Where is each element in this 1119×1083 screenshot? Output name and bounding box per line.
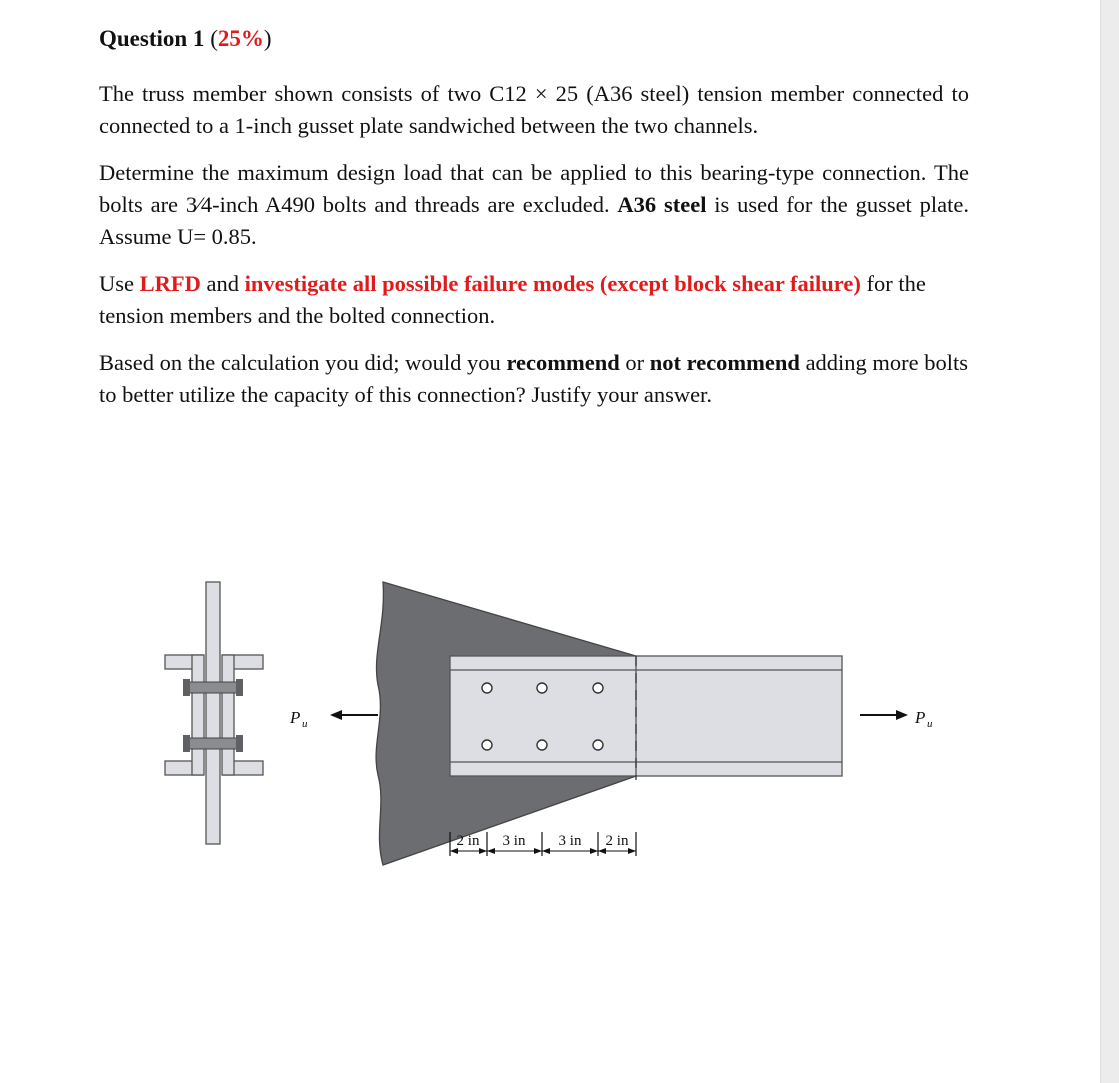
cross-section-view [165, 582, 263, 844]
task-text-1: Determine the maximum design load that can be applied to this bearing-type connection. The bolts are 3⁄4-inch A490 bolts and threads are excluded. [99, 160, 969, 217]
dim-arrow [479, 848, 487, 854]
bolt-head-top-left [183, 679, 190, 696]
question-content [99, 24, 969, 426]
bolt-hole-1 [482, 683, 492, 693]
load-label-right: P [915, 708, 926, 727]
dim-arrow [628, 848, 636, 854]
recommend-bold: recommend [506, 350, 620, 375]
bolt-head-bottom-right [236, 735, 243, 752]
paragraph-task [99, 157, 969, 253]
load-arrow-left [289, 708, 378, 730]
weight-close: ) [263, 26, 272, 51]
dim-arrow [487, 848, 495, 854]
load-subscript-left: u [302, 718, 308, 730]
bolt-hole-2 [537, 683, 547, 693]
paragraph-recommend [99, 347, 969, 411]
truss-connection-figure [150, 575, 950, 875]
bolt-hole-6 [593, 740, 603, 750]
connection-diagram [150, 575, 950, 875]
method-text-2: and [200, 271, 245, 296]
recommend-text-1: Based on the calculation you did; would you [99, 350, 507, 375]
arrow-head-left [330, 710, 342, 720]
dim-arrow [542, 848, 550, 854]
bolt-shank-top [186, 682, 240, 693]
load-arrow-right [860, 708, 933, 730]
question-title: Question 1 [99, 26, 205, 51]
bolt-shank-bottom [186, 738, 240, 749]
bolt-hole-3 [593, 683, 603, 693]
paragraph-method [99, 268, 969, 332]
task-text-2: is used for the gusset plate. Assume U= 0.85. [99, 192, 969, 249]
question-weight: 25% [217, 26, 264, 51]
question-heading [99, 24, 969, 54]
bolt-hole-4 [482, 740, 492, 750]
method-text-1: Use [99, 271, 140, 296]
channel-web-right [222, 655, 234, 775]
description-text: The truss member shown consists of two C12 × 25 (A36 steel) tension member connected to connected to a 1-inch gusset plate sandwiched between the two channels. [99, 81, 969, 138]
load-label-left: P [290, 708, 301, 727]
gusset-plate-section [206, 582, 220, 844]
weight-open: ( [210, 26, 218, 51]
dim-label-2: 3 in [502, 833, 526, 849]
dim-label-1: 2 in [456, 833, 480, 849]
task-bold-steel: A36 steel [617, 192, 707, 217]
paragraph-description [99, 78, 969, 142]
bolt-head-top-right [236, 679, 243, 696]
channel-body [450, 656, 842, 776]
dimension-line [450, 832, 636, 856]
dim-label-4: 2 in [605, 833, 629, 849]
channel-plan-view [450, 656, 842, 780]
recommend-text-2: or [619, 350, 650, 375]
bolt-hole-5 [537, 740, 547, 750]
scrollbar-track[interactable] [1100, 0, 1119, 1083]
dim-arrow [534, 848, 542, 854]
arrow-head-right [896, 710, 908, 720]
not-recommend-bold: not recommend [649, 350, 800, 375]
method-text-3: for the tension members and the bolted connection. [99, 271, 926, 328]
method-lrfd: LRFD [139, 271, 201, 296]
dim-arrow [590, 848, 598, 854]
recommend-text-3: adding more bolts to better utilize the capacity of this connection? Justify your answer. [99, 350, 969, 407]
load-subscript-right: u [927, 718, 933, 730]
channel-web-left [192, 655, 204, 775]
method-failure-modes: investigate all possible failure modes (except block shear failure) [244, 271, 861, 296]
dim-label-3: 3 in [558, 833, 582, 849]
bolt-head-bottom-left [183, 735, 190, 752]
